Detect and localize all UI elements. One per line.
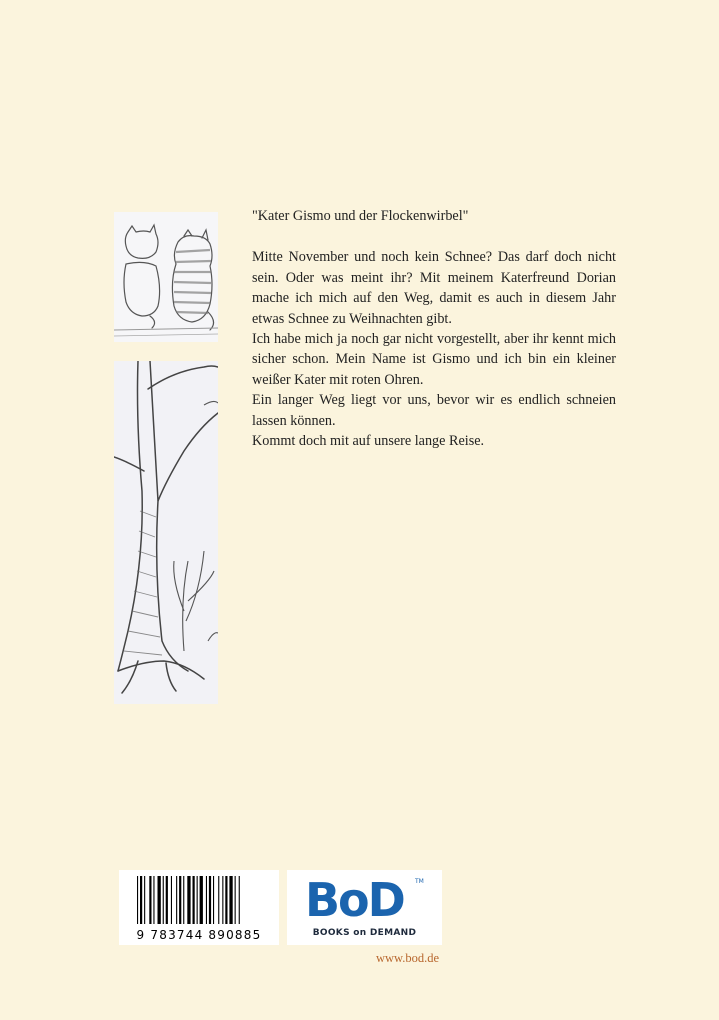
- tree-illustration: [114, 361, 218, 704]
- cats-illustration: [114, 212, 218, 342]
- barcode-bar: [163, 876, 164, 924]
- barcode-bar: [183, 876, 184, 924]
- barcode-bar: [144, 876, 145, 924]
- barcode-bar: [222, 876, 223, 924]
- publisher-tagline: BOOKS on DEMAND: [312, 928, 417, 938]
- publisher-website[interactable]: www.bod.de: [376, 951, 440, 965]
- tree-sketch: [114, 361, 218, 704]
- barcode-bar: [171, 876, 172, 924]
- barcode-bar: [239, 876, 240, 924]
- barcode-bar: [218, 876, 219, 924]
- barcode-bar: [153, 876, 154, 924]
- barcode-bar: [213, 876, 214, 924]
- barcode-bar: [225, 876, 227, 924]
- cats-sketch: [114, 212, 218, 342]
- paragraph: Mitte November und noch kein Schnee? Das darf doch nicht sein. Oder was meint ihr? Mit meinem Katerfreund Dorian mache ich mich auf den Weg, damit es auch in diesem Jahr etwas Schnee zu Weihnachten gibt.: [252, 249, 616, 327]
- bod-logo-text: BoD: [305, 873, 404, 927]
- barcode-bar: [187, 876, 190, 924]
- barcode-bar: [179, 876, 181, 924]
- barcode-bar: [206, 876, 207, 924]
- publisher-logo: [287, 870, 442, 945]
- barcode-bar: [193, 876, 195, 924]
- barcode-bar: [209, 876, 211, 924]
- barcode-bar: [235, 876, 236, 924]
- barcode-bar: [149, 876, 151, 924]
- barcode-bar: [158, 876, 161, 924]
- paragraph: Ein langer Weg liegt vor uns, bevor wir es endlich schneien lassen können.: [252, 392, 616, 429]
- barcode-bar: [140, 876, 142, 924]
- barcode-bar: [137, 876, 138, 924]
- barcode-bar: [166, 876, 168, 924]
- barcode-bar: [197, 876, 198, 924]
- barcode-bar: [200, 876, 203, 924]
- barcode-bar: [176, 876, 177, 924]
- barcode-bars: [119, 870, 279, 930]
- isbn-number: 9 783744 890885: [136, 928, 262, 942]
- book-title: "Kater Gismo und der Flockenwirbel": [252, 208, 469, 224]
- paragraph: Kommt doch mit auf unsere lange Reise.: [252, 433, 485, 450]
- back-cover-text: [252, 206, 616, 451]
- paragraph: Ich habe mich ja noch gar nicht vorgestellt, aber ihr kennt mich sicher schon. Mein Name ist Gismo und ich bin ein kleiner weißer Kater mit roten Ohren.: [252, 331, 616, 388]
- trademark-symbol: TM: [415, 878, 424, 885]
- isbn-barcode: [119, 870, 279, 945]
- barcode-bar: [229, 876, 232, 924]
